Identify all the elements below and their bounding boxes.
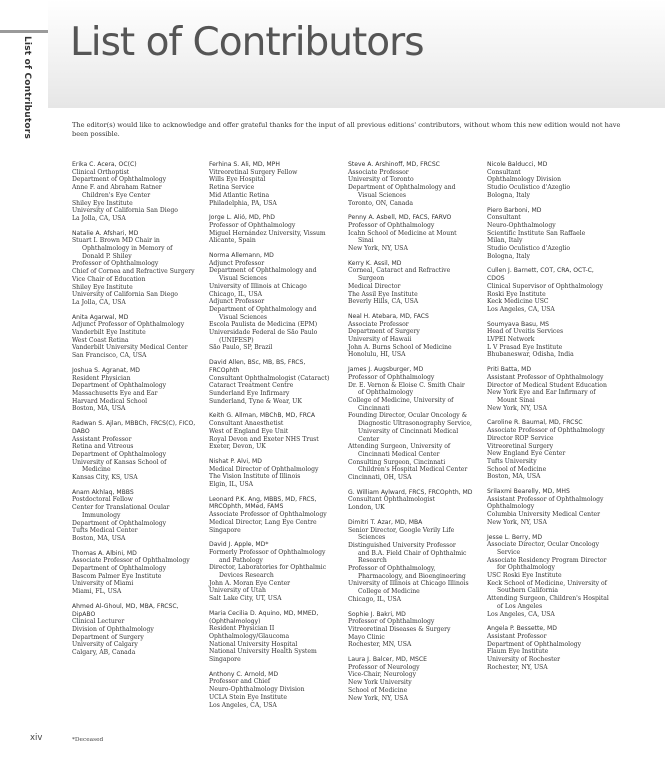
contributor-affiliation-line: University of Rochester	[487, 656, 561, 664]
contributor-affiliation-line: Anne F. and Abraham Ratner	[72, 184, 162, 192]
contributor-affiliation-line: Director of Medical Student Education	[487, 381, 607, 389]
contributor-affiliation-line: Postdoctoral Fellow	[72, 496, 133, 504]
contributor-name: Soumyava Basu, MS	[487, 320, 549, 328]
contributor-name: Anita Agarwal, MD	[72, 313, 129, 321]
contributor-name: Steve A. Arshinoff, MD, FRCSC	[348, 161, 440, 168]
contributor-affiliation-line: School of Medicine	[348, 686, 408, 694]
contributor-affiliation-line: Neuro-Ophthalmology	[487, 221, 556, 229]
contributor-column-4	[487, 161, 613, 678]
contributor-affiliation-line: Calgary, AB, Canada	[72, 649, 136, 657]
contributor-name: G. William Aylward, FRCS, FRCOphth, MD	[348, 488, 473, 496]
contributor-affiliation-line: of Ophthalmology	[358, 389, 414, 397]
contributor-affiliation-line: Consultant	[487, 214, 521, 222]
contributor-entry	[487, 625, 613, 671]
contributor-affiliation-line: Retina and Vitreous	[72, 443, 134, 451]
contributor-affiliation-line: Division of Ophthalmology	[72, 625, 154, 633]
contributor-affiliation-line: Harvard Medical School	[72, 397, 148, 405]
contributor-entry	[209, 214, 335, 245]
contributor-affiliation-line: Professor of Ophthalmology,	[348, 565, 436, 573]
contributor-affiliation-line: Cataract Treatment Centre	[209, 382, 294, 390]
contributor-affiliation-line: Consulting Surgeon, Cincinnati	[348, 458, 446, 466]
contributor-name: David Allen, BSc, MB, BS, FRCS, FRCOphth	[209, 359, 306, 374]
contributor-affiliation-line: Professor and Chief	[209, 678, 271, 686]
contributor-affiliation-line: Associate Professor	[348, 320, 409, 328]
contributor-affiliation-line: College of Medicine, University of	[348, 396, 454, 404]
contributor-affiliation-line: Elgin, IL, USA	[209, 481, 254, 489]
contributor-affiliation-line: University of Illinois at Chicago Illinois	[348, 580, 469, 588]
contributor-affiliation-line: Assistant Professor	[487, 632, 547, 640]
contributor-affiliation-line: Milan, Italy	[487, 237, 523, 245]
contributor-affiliation-line: Rochester, NY, USA	[487, 663, 548, 671]
contributor-affiliation-line: Kansas City, KS, USA	[72, 474, 138, 482]
contributor-affiliation-line: for Ophthalmology	[497, 564, 555, 572]
contributor-affiliation-line: (UNIFESP)	[219, 336, 254, 344]
contributor-affiliation-line: Wills Eye Hospital	[209, 176, 266, 184]
contributor-name: Laura J. Balcer, MD, MSCE	[348, 656, 427, 664]
contributor-affiliation-line: Professor of Ophthalmology	[348, 373, 435, 381]
contributor-affiliation-line: Escola Paulista de Medicina (EPM)	[209, 321, 318, 329]
contributor-affiliation-line: Department of Ophthalmology	[72, 176, 167, 184]
contributor-affiliation-line: University of Calgary	[72, 641, 138, 649]
contributor-affiliation-line: Assistant Professor of Ophthalmology	[487, 373, 604, 381]
contributor-affiliation-line: Rochester, MN, USA	[348, 641, 412, 649]
contributor-affiliation-line: Donald P. Shiley	[82, 252, 132, 260]
contributor-affiliation-line: Department of Ophthalmology	[72, 382, 167, 390]
contributor-entry	[348, 366, 474, 482]
contributor-affiliation-line: Department of Ophthalmology	[72, 565, 167, 573]
contributor-affiliation-line: Honolulu, HI, USA	[348, 351, 406, 359]
contributor-entry	[209, 458, 335, 489]
contributor-entry	[487, 488, 613, 527]
page-title: List of Contributors	[70, 20, 424, 65]
contributor-affiliation-line: Associate Professor	[348, 168, 409, 176]
contributor-affiliation-line: College of Medicine	[358, 588, 420, 596]
contributor-name: Radwan S. Ajlan, MBBCh, FRCS(C), FICO, DABO	[72, 420, 196, 435]
contributor-affiliation-line: Miguel Hernández University, Vissum	[209, 229, 326, 237]
contributor-affiliation-line: University of Miami	[72, 580, 134, 588]
contributor-affiliation-line: Associate Professor of Ophthalmology	[209, 511, 327, 519]
contributor-affiliation-line: Vice Chair of Education	[72, 275, 146, 283]
page-number: xiv	[30, 733, 43, 743]
contributor-affiliation-line: Columbia University Medical Center	[487, 511, 601, 519]
contributor-affiliation-line: L V Prasad Eye Institute	[487, 343, 563, 351]
contributor-affiliation-line: Singapore	[209, 526, 241, 534]
contributor-affiliation-line: Chicago, IL, USA	[209, 290, 263, 298]
contributor-name: Ahmed Al-Ghoul, MD, MBA, FRCSC, DipABO	[72, 602, 179, 618]
contributor-entry	[348, 260, 474, 306]
contributor-entry	[348, 656, 474, 702]
contributor-name: Norma Allemann, MD	[209, 252, 274, 260]
contributor-entry	[72, 314, 198, 360]
contributor-affiliation-line: Department of Ophthalmology	[72, 519, 167, 527]
contributor-affiliation-line: University of California San Diego	[72, 291, 178, 299]
contributor-entry	[348, 214, 474, 253]
contributor-affiliation-line: Professor of Ophthalmology	[348, 618, 435, 626]
contributor-entry	[209, 496, 335, 535]
contributor-entry	[487, 321, 613, 360]
contributor-name: Leonard P.K. Ang, MBBS, MD, FRCS, MRCOphth, MMed, FAMS	[209, 495, 317, 511]
contributor-affiliation-line: New York Eye and Ear Infirmary of	[487, 389, 596, 397]
contributor-entry	[209, 161, 335, 207]
contributor-entry	[487, 419, 613, 481]
contributor-affiliation-line: São Paulo, SP, Brazil	[209, 344, 273, 352]
contributor-affiliation-line: Retina Service	[209, 184, 255, 192]
contributor-affiliation-line: and Pathology	[219, 556, 263, 564]
contributor-affiliation-line: Roski Eye Institute	[487, 290, 546, 298]
contributor-affiliation-line: Adjunct Professor	[209, 298, 265, 306]
contributor-name: Anthony C. Arnold, MD	[209, 670, 279, 678]
contributor-affiliation-line: Royal Devon and Exeter NHS Trust	[209, 435, 319, 443]
contributor-affiliation-line: USC Roski Eye Institute	[487, 572, 562, 580]
contributor-affiliation-line: Toronto, ON, Canada	[348, 199, 413, 207]
contributor-name: Anam Akhlaq, MBBS	[72, 488, 134, 496]
contributor-affiliation-line: Southern California	[497, 587, 559, 595]
contributor-affiliation-line: Medicine	[82, 466, 111, 474]
contributor-entry	[72, 367, 198, 413]
contributor-affiliation-line: Ophthalmology Division	[487, 176, 562, 184]
contributor-affiliation-line: Center for Translational Ocular	[72, 504, 170, 512]
contributor-affiliation-line: Children's Eye Center	[82, 191, 151, 199]
contributor-affiliation-line: Immunology	[82, 511, 121, 519]
contributor-affiliation-line: Attending Surgeon, University of	[348, 443, 451, 451]
contributor-affiliation-line: Boston, MA, USA	[487, 473, 541, 481]
contributor-affiliation-line: University of Hawaii	[348, 336, 412, 344]
contributor-entry	[348, 161, 474, 207]
contributor-affiliation-line: Professor of Ophthalmology	[348, 221, 435, 229]
contributor-name: James J. Augsburger, MD	[348, 366, 424, 374]
contributor-affiliation-line: New York, NY, USA	[487, 518, 547, 526]
contributor-name: David J. Apple, MD*	[209, 541, 269, 549]
contributor-affiliation-line: Vitreoretinal Surgery	[487, 442, 554, 450]
contributor-entry	[72, 230, 198, 307]
contributor-affiliation-line: Associate Professor of Ophthalmology	[487, 427, 605, 435]
contributor-name: Kerry K. Assil, MD	[348, 259, 402, 267]
footnote: *Deceased	[72, 737, 104, 743]
contributor-entry	[487, 366, 613, 412]
contributor-affiliation-line: New England Eye Center	[487, 450, 566, 458]
contributor-affiliation-line: Clinical Supervisor of Ophthalmology	[487, 282, 603, 290]
contributor-affiliation-line: Medical Director of Ophthalmology	[209, 465, 319, 473]
contributor-affiliation-line: Ophthalmology	[487, 503, 535, 511]
contributor-affiliation-line: Studio Oculistico d'Azeglio	[487, 245, 571, 253]
contributor-entry	[348, 489, 474, 512]
contributor-affiliation-line: Research	[358, 557, 387, 565]
contributor-name: Sophie J. Bakri, MD	[348, 610, 406, 618]
contributor-affiliation-line: Department of Ophthalmology and	[348, 184, 456, 192]
contributor-affiliation-line: and B.A. Field Chair of Ophthalmic	[358, 549, 467, 557]
contributor-affiliation-line: Cincinnati	[358, 404, 390, 412]
contributor-name: Joshua S. Agranat, MD	[72, 366, 140, 374]
contributor-affiliation-line: Medical Director	[348, 282, 401, 290]
contributor-column-3	[348, 161, 474, 709]
side-tab	[0, 0, 48, 768]
contributor-affiliation-line: Resident Physician	[72, 374, 131, 382]
contributor-affiliation-line: Distinguished University Professor	[348, 541, 456, 549]
contributor-name: Cullen J. Barnett, COT, CRA, OCT-C, CDOS	[487, 267, 594, 283]
contributor-entry	[72, 603, 198, 657]
contributor-affiliation-line: Department of Ophthalmology	[487, 640, 582, 648]
contributor-affiliation-line: Sunderland Eye Infirmary	[209, 389, 290, 397]
contributor-affiliation-line: Beverly Hills, CA, USA	[348, 298, 419, 306]
contributor-affiliation-line: Exeter, Devon, UK	[209, 443, 266, 451]
contributor-affiliation-line: Professor of Ophthalmology	[209, 221, 296, 229]
contributor-affiliation-line: Flaum Eye Institute	[487, 648, 549, 656]
contributor-affiliation-line: Sinai	[358, 237, 374, 245]
contributor-entry	[487, 161, 613, 200]
contributor-affiliation-line: School of Medicine	[487, 465, 547, 473]
contributor-affiliation-line: Department of Surgery	[72, 633, 144, 641]
contributor-affiliation-line: Clinical Orthoptist	[72, 168, 130, 176]
contributor-affiliation-line: Bologna, Italy	[487, 191, 530, 199]
contributor-entry	[72, 161, 198, 223]
side-tab-label: List of Contributors	[22, 36, 32, 139]
intro-paragraph: The editor(s) would like to acknowledge and offer grateful thanks for the input of all previous editions' contributors, without whom this new edition would not have been possible.	[72, 121, 621, 138]
contributor-entry	[209, 359, 335, 405]
contributor-entry	[209, 541, 335, 603]
contributor-affiliation-line: Boston, MA, USA	[72, 534, 126, 542]
contributor-affiliation-line: New York, NY, USA	[487, 404, 547, 412]
contributor-affiliation-line: Cincinnati, OH, USA	[348, 474, 412, 482]
contributor-affiliation-line: Scientific Institute San Raffaele	[487, 229, 586, 237]
contributor-affiliation-line: National University Health System	[209, 648, 317, 656]
contributor-affiliation-line: Service	[497, 548, 521, 556]
contributor-affiliation-line: Attending Surgeon, Children's Hospital	[487, 595, 609, 603]
contributor-affiliation-line: Adjunct Professor of Ophthalmology	[72, 321, 185, 329]
contributor-affiliation-line: Keck School of Medicine, University of	[487, 579, 607, 587]
contributor-affiliation-line: Visual Sciences	[358, 191, 407, 199]
contributor-affiliation-line: Studio Oculistico d'Azeglio	[487, 184, 571, 192]
contributor-entry	[487, 207, 613, 261]
contributor-affiliation-line: Sciences	[358, 534, 386, 542]
contributor-affiliation-line: Universidade Federal de São Paulo	[209, 329, 318, 337]
contributor-affiliation-line: Consultant Ophthalmologist	[348, 496, 435, 504]
contributor-affiliation-line: Vitreoretinal Diseases & Surgery	[348, 625, 451, 633]
contributor-affiliation-line: Stuart I. Brown MD Chair in	[72, 237, 160, 245]
contributor-name: Jorge L. Alió, MD, PhD	[209, 214, 275, 222]
contributor-affiliation-line: Neuro-Ophthalmology Division	[209, 686, 305, 694]
contributor-affiliation-line: Department of Ophthalmology and	[209, 305, 317, 313]
contributor-name: Natalie A. Afshari, MD	[72, 229, 139, 237]
contributor-affiliation-line: LVPEI Network	[487, 336, 535, 344]
contributor-entry	[72, 420, 198, 482]
contributor-affiliation-line: Boston, MA, USA	[72, 405, 126, 413]
contributor-column-1	[72, 161, 198, 664]
contributor-affiliation-line: London, UK	[348, 504, 385, 512]
contributor-affiliation-line: Devices Research	[219, 572, 274, 580]
contributor-affiliation-line: West Coast Retina	[72, 336, 129, 344]
contributor-affiliation-line: Medical Director, Lang Eye Centre	[209, 518, 317, 526]
contributor-affiliation-line: The Vision Institute of Illinois	[209, 473, 301, 481]
contributor-affiliation-line: Consultant	[487, 168, 521, 176]
contributor-name: Erika C. Acera, OC(C)	[72, 161, 137, 168]
contributor-entry	[72, 550, 198, 596]
contributor-affiliation-line: Cincinnati Medical Center	[358, 450, 440, 458]
contributor-affiliation-line: Director, Laboratories for Ophthalmic	[209, 564, 327, 572]
contributor-affiliation-line: Singapore	[209, 656, 241, 664]
contributor-affiliation-line: Los Angeles, CA, USA	[487, 610, 555, 618]
contributor-affiliation-line: Ophthalmology in Memory of	[82, 245, 173, 253]
contributor-affiliation-line: The Assil Eye Institute	[348, 290, 418, 298]
contributor-affiliation-line: University of Illinois at Chicago	[209, 282, 307, 290]
contributor-affiliation-line: Chicago, IL, USA	[348, 595, 402, 603]
contributor-affiliation-line: Tufts University	[487, 457, 537, 465]
contributor-affiliation-line: Department of Ophthalmology	[72, 450, 167, 458]
contributor-entry	[348, 519, 474, 604]
contributor-name: Caroline R. Baumal, MD, FRCSC	[487, 419, 583, 427]
contributor-name: Ferhina S. Ali, MD, MPH	[209, 161, 280, 168]
contributor-name: Nishat P. Alvi, MD	[209, 457, 262, 465]
contributor-affiliation-line: Mid Atlantic Retina	[209, 191, 270, 199]
contributor-affiliation-line: Clinical Lecturer	[72, 618, 125, 626]
contributor-entry	[348, 313, 474, 359]
contributor-affiliation-line: Miami, FL, USA	[72, 588, 122, 596]
contributor-affiliation-line: New York, NY, USA	[348, 245, 408, 253]
contributor-affiliation-line: Icahn School of Medicine at Mount	[348, 229, 457, 237]
contributor-column-2	[209, 161, 335, 716]
contributor-affiliation-line: Los Angeles, CA, USA	[209, 701, 277, 709]
contributor-affiliation-line: Alicante, Spain	[209, 237, 256, 245]
contributor-name: Angela P. Bessette, MD	[487, 625, 557, 633]
contributor-affiliation-line: Consultant Ophthalmologist (Cataract)	[209, 374, 330, 382]
contributor-affiliation-line: New York, NY, USA	[348, 694, 408, 702]
contributor-affiliation-line: Keck Medicine USC	[487, 298, 549, 306]
contributor-name: Jesse L. Berry, MD	[487, 533, 543, 541]
contributor-name: Thomas A. Albini, MD	[72, 549, 137, 557]
contributor-affiliation-line: UCLA Stein Eye Institute	[209, 693, 287, 701]
contributor-affiliation-line: West of England Eye Unit	[209, 427, 289, 435]
contributor-entry	[348, 611, 474, 650]
contributor-affiliation-line: Head of Uveitis Services	[487, 328, 564, 336]
contributor-affiliation-line: Sunderland, Tyne & Wear, UK	[209, 397, 302, 405]
contributor-affiliation-line: Diagnostic Ultrasonography Service,	[358, 420, 472, 428]
contributor-affiliation-line: Vice-Chair, Neurology	[348, 671, 417, 679]
contributor-affiliation-line: University of Cincinnati Medical	[358, 427, 459, 435]
contributor-affiliation-line: Ophthalmology/Glaucoma	[209, 632, 290, 640]
contributor-affiliation-line: University of Utah	[209, 587, 266, 595]
contributor-affiliation-line: Adjunct Professor	[209, 259, 265, 267]
contributor-affiliation-line: Vitreoretinal Surgery Fellow	[209, 168, 298, 176]
contributor-entry	[487, 534, 613, 619]
contributor-name: Penny A. Asbell, MD, FACS, FARVO	[348, 214, 452, 222]
contributor-affiliation-line: New York University	[348, 679, 412, 687]
contributor-affiliation-line: Visual Sciences	[219, 313, 268, 321]
contributor-affiliation-line: Tufts Medical Center	[72, 527, 138, 535]
contributor-affiliation-line: Assistant Professor of Ophthalmology	[487, 495, 604, 503]
contributor-affiliation-line: Salt Lake City, UT, USA	[209, 595, 282, 603]
contributor-affiliation-line: Los Angeles, CA, USA	[487, 305, 555, 313]
contributor-affiliation-line: University of California San Diego	[72, 207, 178, 215]
contributor-entry	[72, 489, 198, 543]
contributor-affiliation-line: Department of Surgery	[348, 328, 420, 336]
contributor-affiliation-line: Department of Ophthalmology and	[209, 267, 317, 275]
contributor-affiliation-line: Surgeon	[358, 275, 385, 283]
contributor-entry	[487, 267, 613, 313]
contributor-name: Priti Batta, MD	[487, 366, 532, 374]
contributor-affiliation-line: Mayo Clinic	[348, 633, 385, 641]
contributor-affiliation-line: Associate Professor of Ophthalmology	[72, 557, 190, 565]
contributor-name: Maria Cecilia D. Aquino, MD, MMED, (Ophthalmology)	[209, 609, 319, 625]
contributor-affiliation-line: Bologna, Italy	[487, 252, 530, 260]
contributor-affiliation-line: University of Kansas School of	[72, 458, 167, 466]
contributor-affiliation-line: San Francisco, CA, USA	[72, 352, 147, 360]
contributor-affiliation-line: Center	[358, 435, 380, 443]
contributor-affiliation-line: Bhubaneswar, Odisha, India	[487, 351, 574, 359]
contributor-name: Neal H. Atebara, MD, FACS	[348, 312, 429, 320]
contributor-affiliation-line: Shiley Eye Institute	[72, 199, 133, 207]
contributor-entry	[209, 412, 335, 451]
contributor-affiliation-line: Dr. E. Vernon & Eloise C. Smith Chair	[348, 381, 465, 389]
contributor-entry	[209, 610, 335, 664]
contributor-affiliation-line: Associate Director, Ocular Oncology	[487, 541, 600, 549]
contributor-affiliation-line: John A. Burns School of Medicine	[348, 343, 452, 351]
contributor-affiliation-line: Vanderbilt University Medical Center	[72, 344, 188, 352]
contributor-affiliation-line: Assistant Professor	[72, 435, 132, 443]
contributor-name: Piero Barboni, MD	[487, 206, 542, 214]
contributor-affiliation-line: Massachusetts Eye and Ear	[72, 389, 158, 397]
contributor-affiliation-line: Vanderbilt Eye Institute	[72, 329, 146, 337]
contributor-affiliation-line: Director ROP Service	[487, 434, 554, 442]
contributor-affiliation-line: John A. Moran Eye Center	[209, 579, 291, 587]
contributor-name: Dimitri T. Azar, MD, MBA	[348, 518, 423, 526]
contributor-affiliation-line: Children's Hospital Medical Center	[358, 466, 468, 474]
contributor-affiliation-line: Philadelphia, PA, USA	[209, 199, 277, 207]
contributor-name: Srilaxmi Bearelly, MD, MHS	[487, 488, 570, 496]
contributor-affiliation-line: Professor of Neurology	[348, 663, 420, 671]
contributor-affiliation-line: Founding Director, Ocular Oncology &	[348, 412, 468, 420]
contributor-affiliation-line: of Los Angeles	[497, 602, 543, 610]
contributor-affiliation-line: National University Hospital	[209, 640, 298, 648]
contributor-name: Keith G. Allman, MBChB, MD, FRCA	[209, 412, 316, 420]
contributor-name: Nicole Balducci, MD	[487, 161, 548, 168]
contributor-affiliation-line: Visual Sciences	[219, 275, 268, 283]
contributor-affiliation-line: Resident Physician II	[209, 625, 275, 633]
contributor-affiliation-line: Shiley Eye Institute	[72, 283, 133, 291]
contributor-affiliation-line: Professor of Ophthalmology	[72, 260, 159, 268]
contributor-affiliation-line: Pharmacology, and Bioengineering	[358, 572, 466, 580]
contributor-affiliation-line: Consultant Anaesthetist	[209, 420, 284, 428]
contributor-affiliation-line: La Jolla, CA, USA	[72, 214, 126, 222]
contributor-affiliation-line: Chief of Cornea and Refractive Surgery	[72, 268, 195, 276]
contributor-affiliation-line: Formerly Professor of Ophthalmology	[209, 548, 326, 556]
contributor-affiliation-line: Senior Director, Google Verily Life	[348, 526, 455, 534]
contributor-affiliation-line: Bascom Palmer Eye Institute	[72, 572, 162, 580]
contributor-affiliation-line: Mount Sinai	[497, 396, 535, 404]
contributor-affiliation-line: University of Toronto	[348, 176, 414, 184]
side-tab-rule	[0, 30, 52, 33]
contributor-affiliation-line: Corneal, Cataract and Refractive	[348, 267, 451, 275]
contributor-affiliation-line: La Jolla, CA, USA	[72, 298, 126, 306]
contributor-affiliation-line: Associate Residency Program Director	[487, 556, 607, 564]
contributor-entry	[209, 671, 335, 710]
contributor-entry	[209, 252, 335, 352]
